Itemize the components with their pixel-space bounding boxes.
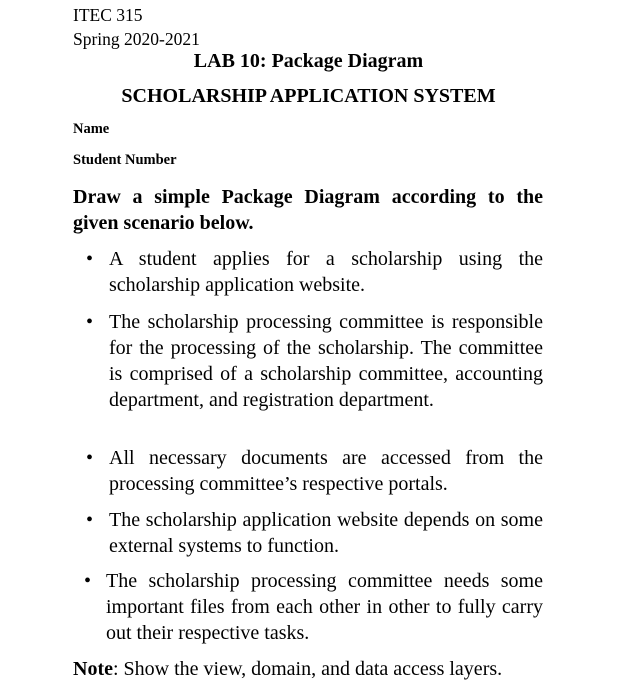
bullet-icon: •: [84, 570, 92, 592]
note-label: Note: [73, 658, 113, 680]
list-item-text: The scholarship processing committee needs some important files from each other in other to fully carry out their respective tasks.: [106, 570, 543, 644]
name-label: Name: [73, 121, 110, 137]
bullet-icon: •: [86, 311, 94, 333]
instruction: Draw a simple Package Diagram according to the given scenario below.: [73, 186, 543, 234]
list-item-text: All necessary documents are accessed from the processing committee’s respective portals.: [109, 447, 543, 495]
note-separator: :: [112, 658, 119, 680]
list-item-text: A student applies for a scholarship using the scholarship application website.: [109, 248, 543, 296]
bullet-icon: •: [86, 447, 94, 469]
lab-title: LAB 10: Package Diagram: [193, 50, 424, 72]
note-text: Show the view, domain, and data access layers.: [118, 658, 503, 680]
bullet-icon: •: [86, 509, 94, 531]
list-item-text: The scholarship processing committee is responsible for the processing of the scholarship. The committee is comprised of a scholarship committee, accounting department, and registration department.: [109, 311, 543, 411]
student-number-label: Student Number: [73, 152, 177, 168]
system-title: SCHOLARSHIP APPLICATION SYSTEM: [121, 85, 496, 107]
bullet-icon: •: [86, 248, 94, 270]
course-code: ITEC 315: [73, 5, 143, 25]
list-item-text: The scholarship application website depends on some external systems to function.: [109, 509, 543, 557]
term: Spring 2020-2021: [73, 29, 200, 49]
note: [73, 656, 553, 682]
